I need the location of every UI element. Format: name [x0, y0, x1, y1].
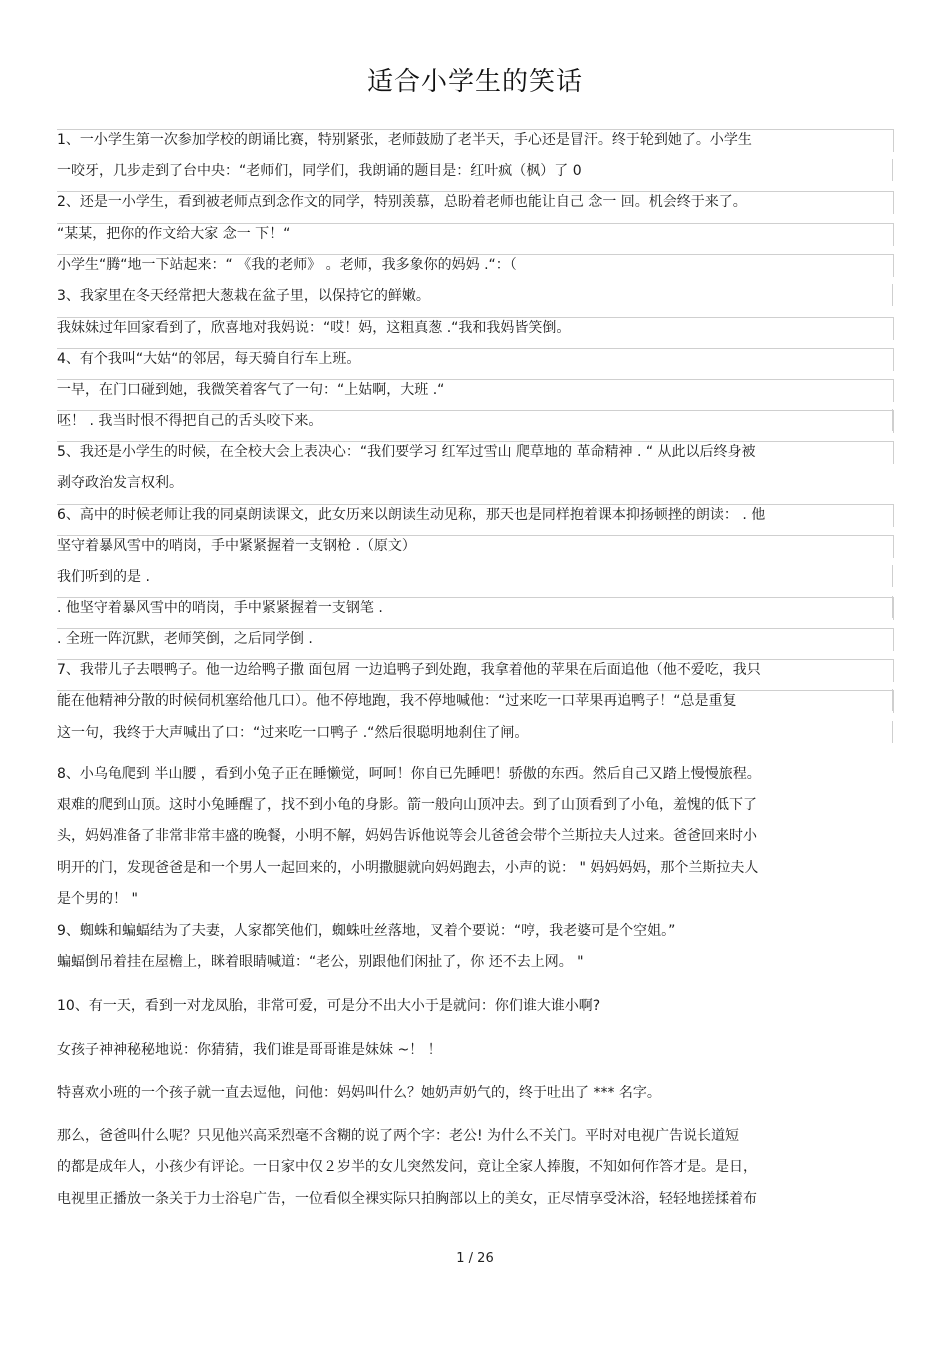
- text-line: 小学生“腾“地一下站起来：“ 《我的老师》 。老师，我多象你的妈妈 .“：（: [57, 257, 517, 273]
- text-line: “某某，把你的作文给大家 念一 下！“: [57, 226, 291, 242]
- text-line: 蝙蝠倒吊着挂在屋檐上，眯着眼睛喊道：“老公，别跟他们闲扯了，你 还不去上网。 ": [57, 954, 584, 970]
- text-line: 3、我家里在冬天经常把大葱栽在盆子里，以保持它的鲜嫩。: [57, 288, 430, 304]
- text-line: 明开的门，发现爸爸是和一个男人一起回来的，小明撒腿就向妈妈跑去，小声的说： " 妈妈妈妈，那个兰斯拉夫人: [57, 860, 759, 876]
- page-number: 1 / 26: [456, 1251, 494, 1266]
- text-line: 那么，爸爸叫什么呢？只见他兴高采烈毫不含糊的说了两个字：老公! 为什么不关门。平时对电视广告说长道短: [57, 1128, 740, 1144]
- text-line: 是个男的！ ": [57, 891, 138, 907]
- text-line: 坚守着暴风雪中的哨岗，手中紧紧握着一支钢枪 .（原文）: [57, 538, 416, 554]
- text-line: 7、我带儿子去喂鸭子。他一边给鸭子撒 面包屑 一边追鸭子到处跑，我拿着他的苹果在后面追他（他不爱吃，我只: [57, 662, 761, 678]
- text-line: 一早，在门口碰到她，我微笑着客气了一句：“上姑啊，大班 .“: [57, 382, 445, 398]
- text-line: 10、有一天，看到一对龙凤胎，非常可爱，可是分不出大小于是就问：你们谁大谁小啊?: [57, 998, 601, 1014]
- text-line: 我们听到的是 .: [57, 569, 150, 585]
- text-line: 8、小乌龟爬到 半山腰 ，看到小兔子正在睡懒觉，呵呵！你自已先睡吧！骄傲的东西。然后自己又踏上慢慢旅程。: [57, 766, 761, 782]
- text-line: 艰难的爬到山顶。这时小兔睡醒了，找不到小龟的身影。箭一般向山顶冲去。到了山顶看到了小龟，羞愧的低下了: [57, 797, 757, 813]
- frame-tick: [892, 596, 893, 618]
- frame-tick: [892, 159, 893, 181]
- frame-tick: [892, 565, 893, 587]
- text-line: 特喜欢小班的一个孩子就一直去逗他，问他：妈妈叫什么？她奶声奶气的，终于吐出了 *** 名字。: [57, 1085, 661, 1101]
- text-line: 4、有个我叫“大姑“的邻居，每天骑自行车上班。: [57, 351, 361, 367]
- text-line: 2、还是一小学生，看到被老师点到念作文的同学，特别羡慕，总盼着老师也能让自己 念一 回。机会终于来了。: [57, 194, 747, 210]
- text-line: 头，妈妈准备了非常非常丰盛的晚餐，小明不解，妈妈告诉他说等会儿爸爸会带个兰斯拉夫人过来。爸爸回来时小: [57, 828, 757, 844]
- text-line: 1、一小学生第一次参加学校的朗诵比赛，特别紧张，老师鼓励了老半天，手心还是冒汗。终于轮到她了。小学生: [57, 132, 752, 148]
- text-line: 呸！ . 我当时恨不得把自己的舌头咬下来。: [57, 413, 323, 429]
- text-line: . 他坚守着暴风雪中的哨岗，手中紧紧握着一支钢笔 .: [57, 600, 383, 616]
- frame-tick: [892, 721, 893, 743]
- text-line: 的都是成年人，小孩少有评论。一日家中仅２岁半的女儿突然发问，竟让全家人捧腹，不知如何作答才是。是日，: [57, 1159, 757, 1175]
- text-line: 这一句，我终于大声喊出了口：“过来吃一口鸭子 .“然后很聪明地刹住了闸。: [57, 725, 529, 741]
- text-line: 9、蜘蛛和蝙蝠结为了夫妻，人家都笑他们，蜘蛛吐丝落地，叉着个要说：“哼，我老婆可是个空姐。”: [57, 923, 676, 939]
- text-line: 一咬牙，几步走到了台中央：“老师们，同学们，我朗诵的题目是：红叶疯（枫）了 0: [57, 163, 582, 179]
- text-line: 剥夺政治发言权利。: [57, 475, 183, 491]
- document-title: 适合小学生的笑话: [366, 67, 583, 97]
- text-line: 女孩子神神秘秘地说：你猜猜，我们谁是哥哥谁是妹妹 ~！ ！: [57, 1042, 442, 1058]
- frame-tick: [892, 284, 893, 306]
- text-line: 电视里正播放一条关于力士浴皂广告，一位看似全裸实际只拍胸部以上的美女，正尽情享受沐浴，轻轻地搓揉着布: [57, 1191, 757, 1207]
- text-line: 6、高中的时候老师让我的同桌朗读课文，此女历来以朗读生动见称，那天也是同样抱着课本抑扬顿挫的朗读： . 他: [57, 507, 766, 523]
- text-line: 我妹妹过年回家看到了，欣喜地对我妈说：“哎！妈，这粗真葱 .“我和我妈皆笑倒。: [57, 320, 571, 336]
- text-line: 5、我还是小学生的时候，在全校大会上表决心：“我们要学习 红军过雪山 爬草地的 革命精神 . “ 从此以后终身被: [57, 444, 756, 460]
- text-line: 能在他精神分散的时候伺机塞给他几口）。他不停地跑，我不停地喊他：“过来吃一口苹果再追鸭子！“总是重复: [57, 693, 737, 709]
- frame-tick: [892, 409, 893, 431]
- frame-tick: [892, 689, 893, 711]
- text-line: . 全班一阵沉默，老师笑倒，之后同学倒 .: [57, 631, 313, 647]
